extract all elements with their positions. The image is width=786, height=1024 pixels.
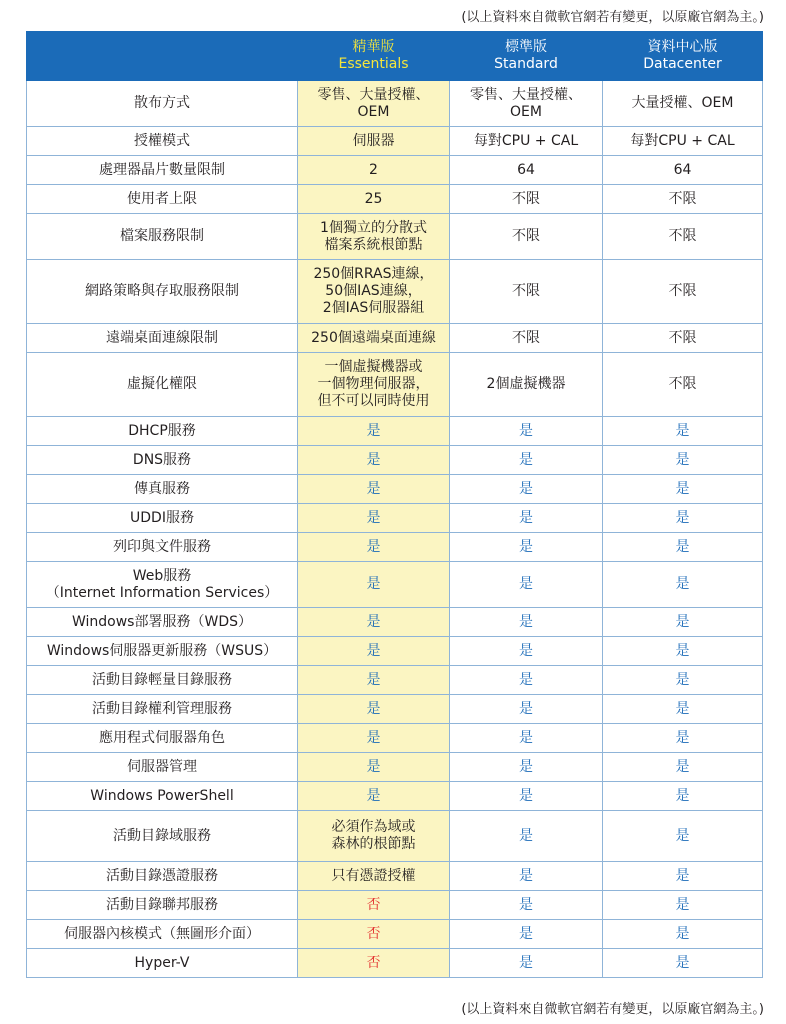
- feature-cell: 伺服器內核模式（無圖形介面）: [27, 920, 298, 949]
- datacenter-cell: 是: [603, 891, 763, 920]
- essentials-cell: 是: [298, 666, 450, 695]
- datacenter-cell: 是: [603, 504, 763, 533]
- datacenter-cell: 大量授權、OEM: [603, 81, 763, 127]
- standard-cell: 是: [450, 475, 603, 504]
- datacenter-cell: 是: [603, 446, 763, 475]
- datacenter-cell: 是: [603, 811, 763, 862]
- feature-cell: 授權模式: [27, 127, 298, 156]
- standard-cell: 每對CPU + CAL: [450, 127, 603, 156]
- table-row: [27, 446, 763, 475]
- table-row: [27, 353, 763, 417]
- header-standard: [450, 32, 603, 81]
- table-row: [27, 185, 763, 214]
- feature-cell: 活動目錄憑證服務: [27, 862, 298, 891]
- header-essentials: [298, 32, 450, 81]
- feature-cell: 伺服器管理: [27, 753, 298, 782]
- datacenter-cell: 是: [603, 920, 763, 949]
- feature-cell: 處理器晶片數量限制: [27, 156, 298, 185]
- feature-cell: 活動目錄輕量目錄服務: [27, 666, 298, 695]
- table-row: [27, 156, 763, 185]
- feature-cell: Windows伺服器更新服務（WSUS）: [27, 637, 298, 666]
- standard-cell: 是: [450, 608, 603, 637]
- header-datacenter-zh: 資料中心版: [647, 39, 718, 55]
- table-row: [27, 949, 763, 978]
- table-row: [27, 637, 763, 666]
- essentials-cell: 只有憑證授權: [298, 862, 450, 891]
- header-feature-blank: [27, 32, 298, 81]
- datacenter-cell: 是: [603, 562, 763, 608]
- datacenter-cell: 是: [603, 608, 763, 637]
- standard-cell: 是: [450, 417, 603, 446]
- essentials-cell: 是: [298, 724, 450, 753]
- essentials-cell: 必須作為域或 森林的根節點: [298, 811, 450, 862]
- table-body: [27, 81, 763, 978]
- datacenter-cell: 是: [603, 475, 763, 504]
- datacenter-cell: 是: [603, 782, 763, 811]
- table-row: [27, 666, 763, 695]
- essentials-cell: 是: [298, 608, 450, 637]
- essentials-cell: 是: [298, 504, 450, 533]
- feature-cell: 列印與文件服務: [27, 533, 298, 562]
- table-row: [27, 417, 763, 446]
- table-row: [27, 504, 763, 533]
- essentials-cell: 250個遠端桌面連線: [298, 324, 450, 353]
- essentials-cell: 250個RRAS連線， 50個IAS連線， 2個IAS伺服器組: [298, 260, 450, 324]
- standard-cell: 不限: [450, 214, 603, 260]
- standard-cell: 是: [450, 446, 603, 475]
- feature-cell: 虛擬化權限: [27, 353, 298, 417]
- feature-cell: 活動目錄域服務: [27, 811, 298, 862]
- standard-cell: 是: [450, 562, 603, 608]
- standard-cell: 是: [450, 666, 603, 695]
- datacenter-cell: 是: [603, 533, 763, 562]
- standard-cell: 64: [450, 156, 603, 185]
- standard-cell: 不限: [450, 260, 603, 324]
- feature-cell: 網路策略與存取服務限制: [27, 260, 298, 324]
- essentials-cell: 是: [298, 695, 450, 724]
- feature-cell: 使用者上限: [27, 185, 298, 214]
- standard-cell: 是: [450, 533, 603, 562]
- feature-cell: UDDI服務: [27, 504, 298, 533]
- datacenter-cell: 每對CPU + CAL: [603, 127, 763, 156]
- datacenter-cell: 是: [603, 695, 763, 724]
- table-row: [27, 920, 763, 949]
- standard-cell: 是: [450, 504, 603, 533]
- datacenter-cell: 不限: [603, 214, 763, 260]
- essentials-cell: 是: [298, 637, 450, 666]
- table-row: [27, 260, 763, 324]
- essentials-cell: 是: [298, 753, 450, 782]
- table-row: [27, 724, 763, 753]
- feature-cell: 散布方式: [27, 81, 298, 127]
- standard-cell: 是: [450, 862, 603, 891]
- standard-cell: 不限: [450, 324, 603, 353]
- datacenter-cell: 是: [603, 862, 763, 891]
- edition-comparison-table: [26, 31, 763, 978]
- standard-cell: 是: [450, 949, 603, 978]
- table-row: [27, 862, 763, 891]
- header-standard-en: Standard: [494, 56, 558, 72]
- feature-cell: DNS服務: [27, 446, 298, 475]
- datacenter-cell: 是: [603, 949, 763, 978]
- standard-cell: 不限: [450, 185, 603, 214]
- header-essentials-en: Essentials: [338, 56, 409, 72]
- feature-cell: 活動目錄權利管理服務: [27, 695, 298, 724]
- essentials-cell: 一個虛擬機器或 一個物理伺服器， 但不可以同時使用: [298, 353, 450, 417]
- table-row: [27, 782, 763, 811]
- datacenter-cell: 不限: [603, 353, 763, 417]
- table-row: [27, 475, 763, 504]
- standard-cell: 是: [450, 920, 603, 949]
- datacenter-cell: 不限: [603, 324, 763, 353]
- table-row: [27, 81, 763, 127]
- feature-cell: Hyper-V: [27, 949, 298, 978]
- feature-cell: DHCP服務: [27, 417, 298, 446]
- feature-cell: 傳真服務: [27, 475, 298, 504]
- standard-cell: 零售、大量授權、 OEM: [450, 81, 603, 127]
- header-standard-zh: 標準版: [505, 39, 547, 55]
- standard-cell: 是: [450, 891, 603, 920]
- essentials-cell: 2: [298, 156, 450, 185]
- standard-cell: 是: [450, 695, 603, 724]
- essentials-cell: 零售、大量授權、 OEM: [298, 81, 450, 127]
- feature-cell: Windows部署服務（WDS）: [27, 608, 298, 637]
- table-row: [27, 562, 763, 608]
- essentials-cell: 否: [298, 949, 450, 978]
- standard-cell: 是: [450, 753, 603, 782]
- feature-cell: 遠端桌面連線限制: [27, 324, 298, 353]
- datacenter-cell: 是: [603, 666, 763, 695]
- feature-cell: 活動目錄聯邦服務: [27, 891, 298, 920]
- datacenter-cell: 是: [603, 753, 763, 782]
- essentials-cell: 是: [298, 533, 450, 562]
- datacenter-cell: 是: [603, 637, 763, 666]
- feature-cell: 檔案服務限制: [27, 214, 298, 260]
- table-row: [27, 608, 763, 637]
- essentials-cell: 25: [298, 185, 450, 214]
- table-row: [27, 127, 763, 156]
- table-row: [27, 214, 763, 260]
- datacenter-cell: 是: [603, 417, 763, 446]
- source-note-bottom: (以上資料來自微軟官網若有變更，以原廠官網為主。): [461, 1002, 764, 1017]
- essentials-cell: 是: [298, 782, 450, 811]
- standard-cell: 是: [450, 637, 603, 666]
- standard-cell: 2個虛擬機器: [450, 353, 603, 417]
- essentials-cell: 是: [298, 417, 450, 446]
- table-row: [27, 753, 763, 782]
- feature-cell: 應用程式伺服器角色: [27, 724, 298, 753]
- datacenter-cell: 是: [603, 724, 763, 753]
- essentials-cell: 否: [298, 920, 450, 949]
- essentials-cell: 1個獨立的分散式 檔案系統根節點: [298, 214, 450, 260]
- essentials-cell: 是: [298, 446, 450, 475]
- essentials-cell: 否: [298, 891, 450, 920]
- header-row: [27, 32, 763, 81]
- essentials-cell: 是: [298, 475, 450, 504]
- header-essentials-zh: 精華版: [352, 39, 395, 55]
- source-note-top: (以上資料來自微軟官網若有變更，以原廠官網為主。): [461, 10, 764, 25]
- header-datacenter: [603, 32, 763, 81]
- header-datacenter-en: Datacenter: [643, 56, 722, 72]
- feature-cell: Windows PowerShell: [27, 782, 298, 811]
- datacenter-cell: 不限: [603, 260, 763, 324]
- standard-cell: 是: [450, 724, 603, 753]
- essentials-cell: 伺服器: [298, 127, 450, 156]
- standard-cell: 是: [450, 811, 603, 862]
- datacenter-cell: 64: [603, 156, 763, 185]
- feature-cell: Web服務 （Internet Information Services）: [27, 562, 298, 608]
- essentials-cell: 是: [298, 562, 450, 608]
- table-row: [27, 811, 763, 862]
- table-row: [27, 891, 763, 920]
- standard-cell: 是: [450, 782, 603, 811]
- table-row: [27, 695, 763, 724]
- table-row: [27, 324, 763, 353]
- table-row: [27, 533, 763, 562]
- datacenter-cell: 不限: [603, 185, 763, 214]
